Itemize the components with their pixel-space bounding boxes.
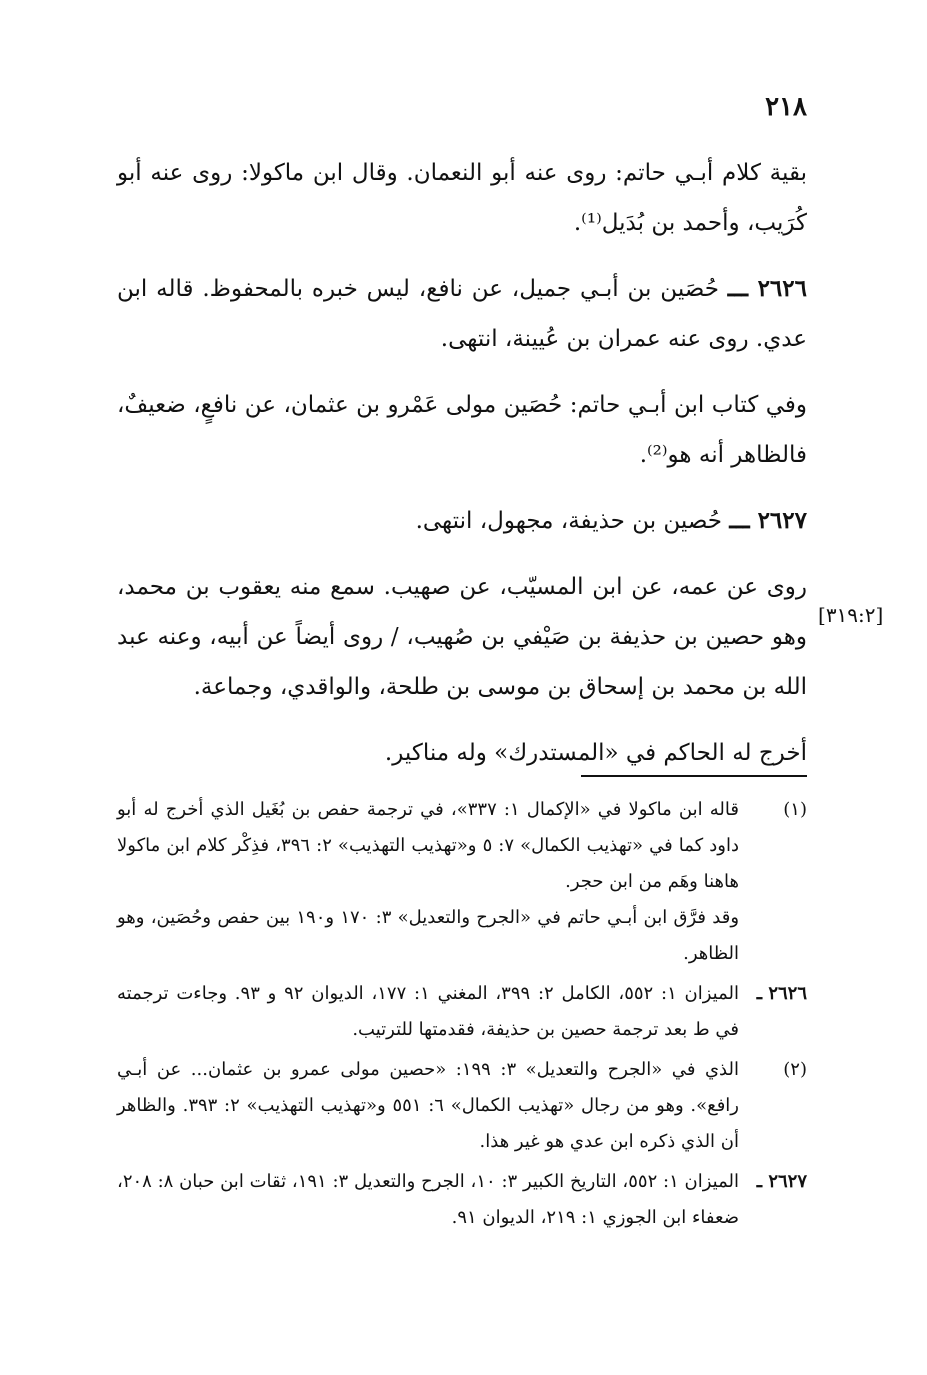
entry-text: حُصَين بن أبـي جميل، عن نافع، ليس خبره بالمحفوظ. قاله ابن عدي. روى عنه عمران بن عُيينة، انتهى.: [117, 276, 807, 352]
footnote-marker: (٢): [783, 1059, 807, 1080]
entry-2626: [117, 264, 807, 364]
footnote-marker: ٢٦٢٦ ـ: [756, 983, 807, 1004]
footnote-2626: [117, 976, 807, 1048]
footnote-text-main: قاله ابن ماكولا في «الإكمال ١: ٣٣٧»، في ترجمة حفص بن بُغَيل الذي أخرج له أبو داود كما في «تهذيب الكمال» ٧: ٥ و«تهذيب التهذيب» ٢: ٣٩٦، فذِكْر كلام ابن ماكولا هاهنا وهَم من ابن حجر.: [117, 799, 740, 892]
entry-2627: [117, 496, 807, 546]
footnote-marker: (١): [783, 799, 807, 820]
page-number: ٢١٨: [765, 92, 807, 122]
footnote-text-continuation: وقد فرَّق ابن أبـي حاتم في «الجرح والتعديل» ٣: ١٧٠ و١٩٠ بين حفص وحُصَين، وهو الظاهر.: [117, 907, 740, 964]
footnote-text: الميزان ١: ٥٥٢، التاريخ الكبير ٣: ١٠، الجرح والتعديل ٣: ١٩١، ثقات ابن حبان ٨: ٢٠٨، ضعفاء ابن الجوزي ١: ٢١٩، الديوان ٩١.: [117, 1171, 739, 1228]
footnote-text: الذي في «الجرح والتعديل» ٣: ١٩٩: «حصين مولى عمرو بن عثمان... عن أبـي رافع». وهو من رجال «تهذيب الكمال» ٦: ٥٥١ و«تهذيب التهذيب» ٢: ٣٩٣. والظاهر أن الذي ذكره ابن عدي هو غير هذا.: [117, 1059, 740, 1152]
footnote-2: [117, 1052, 807, 1160]
footnote-2627: [117, 1164, 807, 1236]
margin-page-reference: [٣١٩:٢]: [818, 603, 884, 627]
footnotes: [117, 792, 807, 1240]
paragraph-hakim: أخرج له الحاكم في «المستدرك» وله مناكير.: [384, 740, 807, 766]
footnote-divider: [581, 775, 807, 777]
entry-number: ٢٦٢٦ ـــ: [727, 275, 807, 302]
entry-number: ٢٦٢٧ ـــ: [729, 507, 807, 534]
footnote-text: الميزان ١: ٥٥٢، الكامل ٢: ٣٩٩، المغني ١: ١٧٧، الديوان ٩٢ و ٩٣. وجاءت ترجمته في ط بعد ترجمة حصين بن حذيفة، فقدمتها للترتيب.: [117, 983, 739, 1040]
footnote-1: [117, 792, 807, 972]
footnote-text: [117, 792, 739, 972]
paragraph-narrators: روى عن عمه، عن ابن المسيّب، عن صهيب. سمع منه يعقوب بن محمد، وهو حصين بن حذيفة بن صَيْفي بن صُهيب، / روى أيضاً عن أبيه، وعنه عبد الله بن محمد بن إسحاق بن موسى بن طلحة، والواقدي، وجماعة.: [117, 574, 807, 700]
main-text: [117, 148, 807, 794]
entry-text: حُصين بن حذيفة، مجهول، انتهى.: [415, 508, 723, 534]
paragraph-continuation: بقية كلام أبـي حاتم: روى عنه أبو النعمان. وقال ابن ماكولا: روى عنه أبو كُرَيب، وأحمد بن بُدَيل⁽¹⁾.: [117, 160, 807, 236]
footnote-marker: ٢٦٢٧ ـ: [756, 1171, 807, 1192]
paragraph-ibn-abi-hatim: وفي كتاب ابن أبـي حاتم: حُصَين مولى عَمْرو بن عثمان، عن نافعٍ، ضعيفٌ، فالظاهر أنه هو⁽²⁾.: [117, 392, 807, 468]
